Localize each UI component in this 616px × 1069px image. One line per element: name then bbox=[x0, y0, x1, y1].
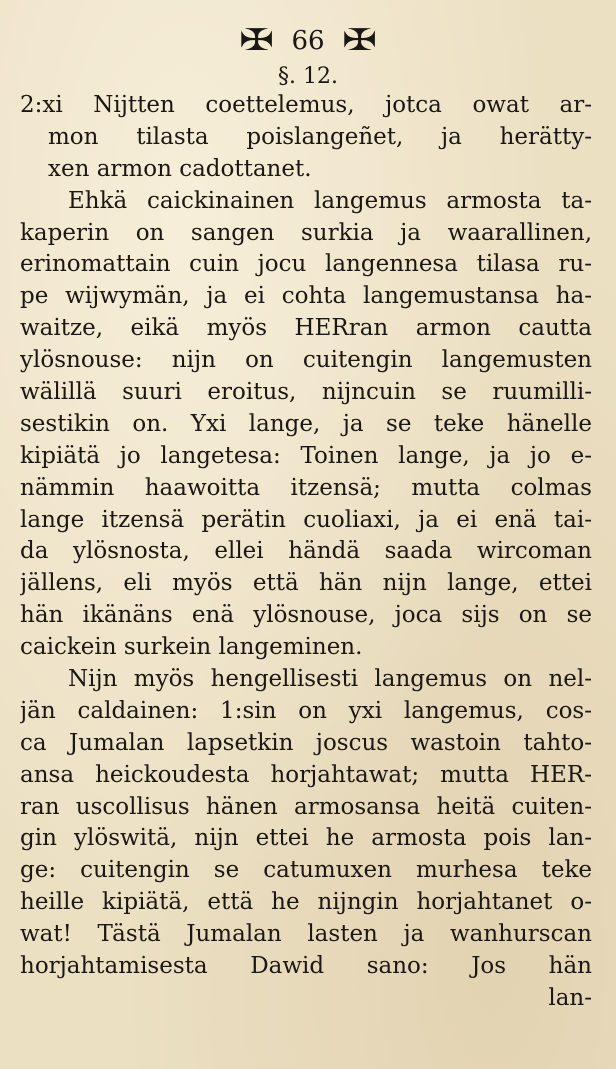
text-line: kaperin on sangen surkia ja waarallinen, bbox=[20, 219, 592, 246]
text-line: ge: cuitengin se catumuxen murhesa teke bbox=[20, 857, 592, 884]
page-header bbox=[0, 20, 616, 60]
text-line: 2:xi Nijtten coettelemus, jotca owat ar- bbox=[20, 92, 592, 118]
text-line: wat! Tästä Jumalan lasten ja wanhurscan bbox=[20, 921, 592, 948]
text-line: ca Jumalan lapsetkin joscus wastoin tahto- bbox=[20, 729, 592, 756]
text-line: caickein surkein langeminen. bbox=[20, 634, 363, 661]
text-line: erinomattain cuin jocu langennesa tilasa ru- bbox=[20, 251, 592, 278]
text-line: sestikin on. Yxi lange, ja se teke hänelle bbox=[20, 410, 592, 437]
text-line: ylösnouse: nijn on cuitengin langemusten bbox=[20, 347, 592, 374]
text-line: ran uscollisus hänen armosansa heitä cuiten- bbox=[20, 793, 592, 820]
text-line: ansa heickoudesta horjahtawat; mutta HER- bbox=[20, 761, 592, 788]
text-line: hän ikänäns enä ylösnouse, joca sijs on se bbox=[20, 602, 592, 629]
text-line: pe wijwymän, ja ei cohta langemustansa ha- bbox=[20, 283, 592, 310]
text-line: wälillä suuri eroitus, nijncuin se ruumilli- bbox=[20, 379, 592, 406]
text-line: jän caldainen: 1:sin on yxi langemus, cos- bbox=[20, 697, 592, 724]
page-number: 66 bbox=[291, 26, 325, 56]
text-line: gin ylöswitä, nijn ettei he armosta pois lan- bbox=[20, 825, 592, 852]
text-line: lange itzensä perätin cuoliaxi, ja ei enä tai- bbox=[20, 506, 592, 533]
text-line: Nijn myös hengellisesti langemus on nel- bbox=[68, 666, 592, 693]
ornament-left-icon: ✠ bbox=[239, 23, 275, 58]
text-line: jällens, eli myös että hän nijn lange, ettei bbox=[20, 570, 592, 597]
text-line: nämmin haawoitta itzensä; mutta colmas bbox=[20, 474, 592, 501]
text-line: heille kipiätä, että he nijngin horjahtanet o- bbox=[20, 889, 592, 916]
text-line: horjahtamisesta Dawid sano: Jos hän bbox=[20, 953, 592, 980]
text-line: xen armon cadottanet. bbox=[48, 155, 312, 182]
text-line: mon tilasta poislangeñet, ja herätty- bbox=[48, 123, 592, 150]
section-number: §. 12. bbox=[278, 64, 338, 89]
text-line: kipiätä jo langetesa: Toinen lange, ja jo e- bbox=[20, 442, 592, 469]
text-line: da ylösnosta, ellei händä saada wircoman bbox=[20, 538, 592, 565]
catchword: lan- bbox=[548, 984, 592, 1011]
body-text bbox=[20, 90, 592, 1015]
text-line: Ehkä caickinainen langemus armosta ta- bbox=[68, 187, 592, 214]
ornament-right-icon: ✠ bbox=[341, 23, 377, 58]
text-line: waitze, eikä myös HERran armon cautta bbox=[20, 315, 592, 342]
